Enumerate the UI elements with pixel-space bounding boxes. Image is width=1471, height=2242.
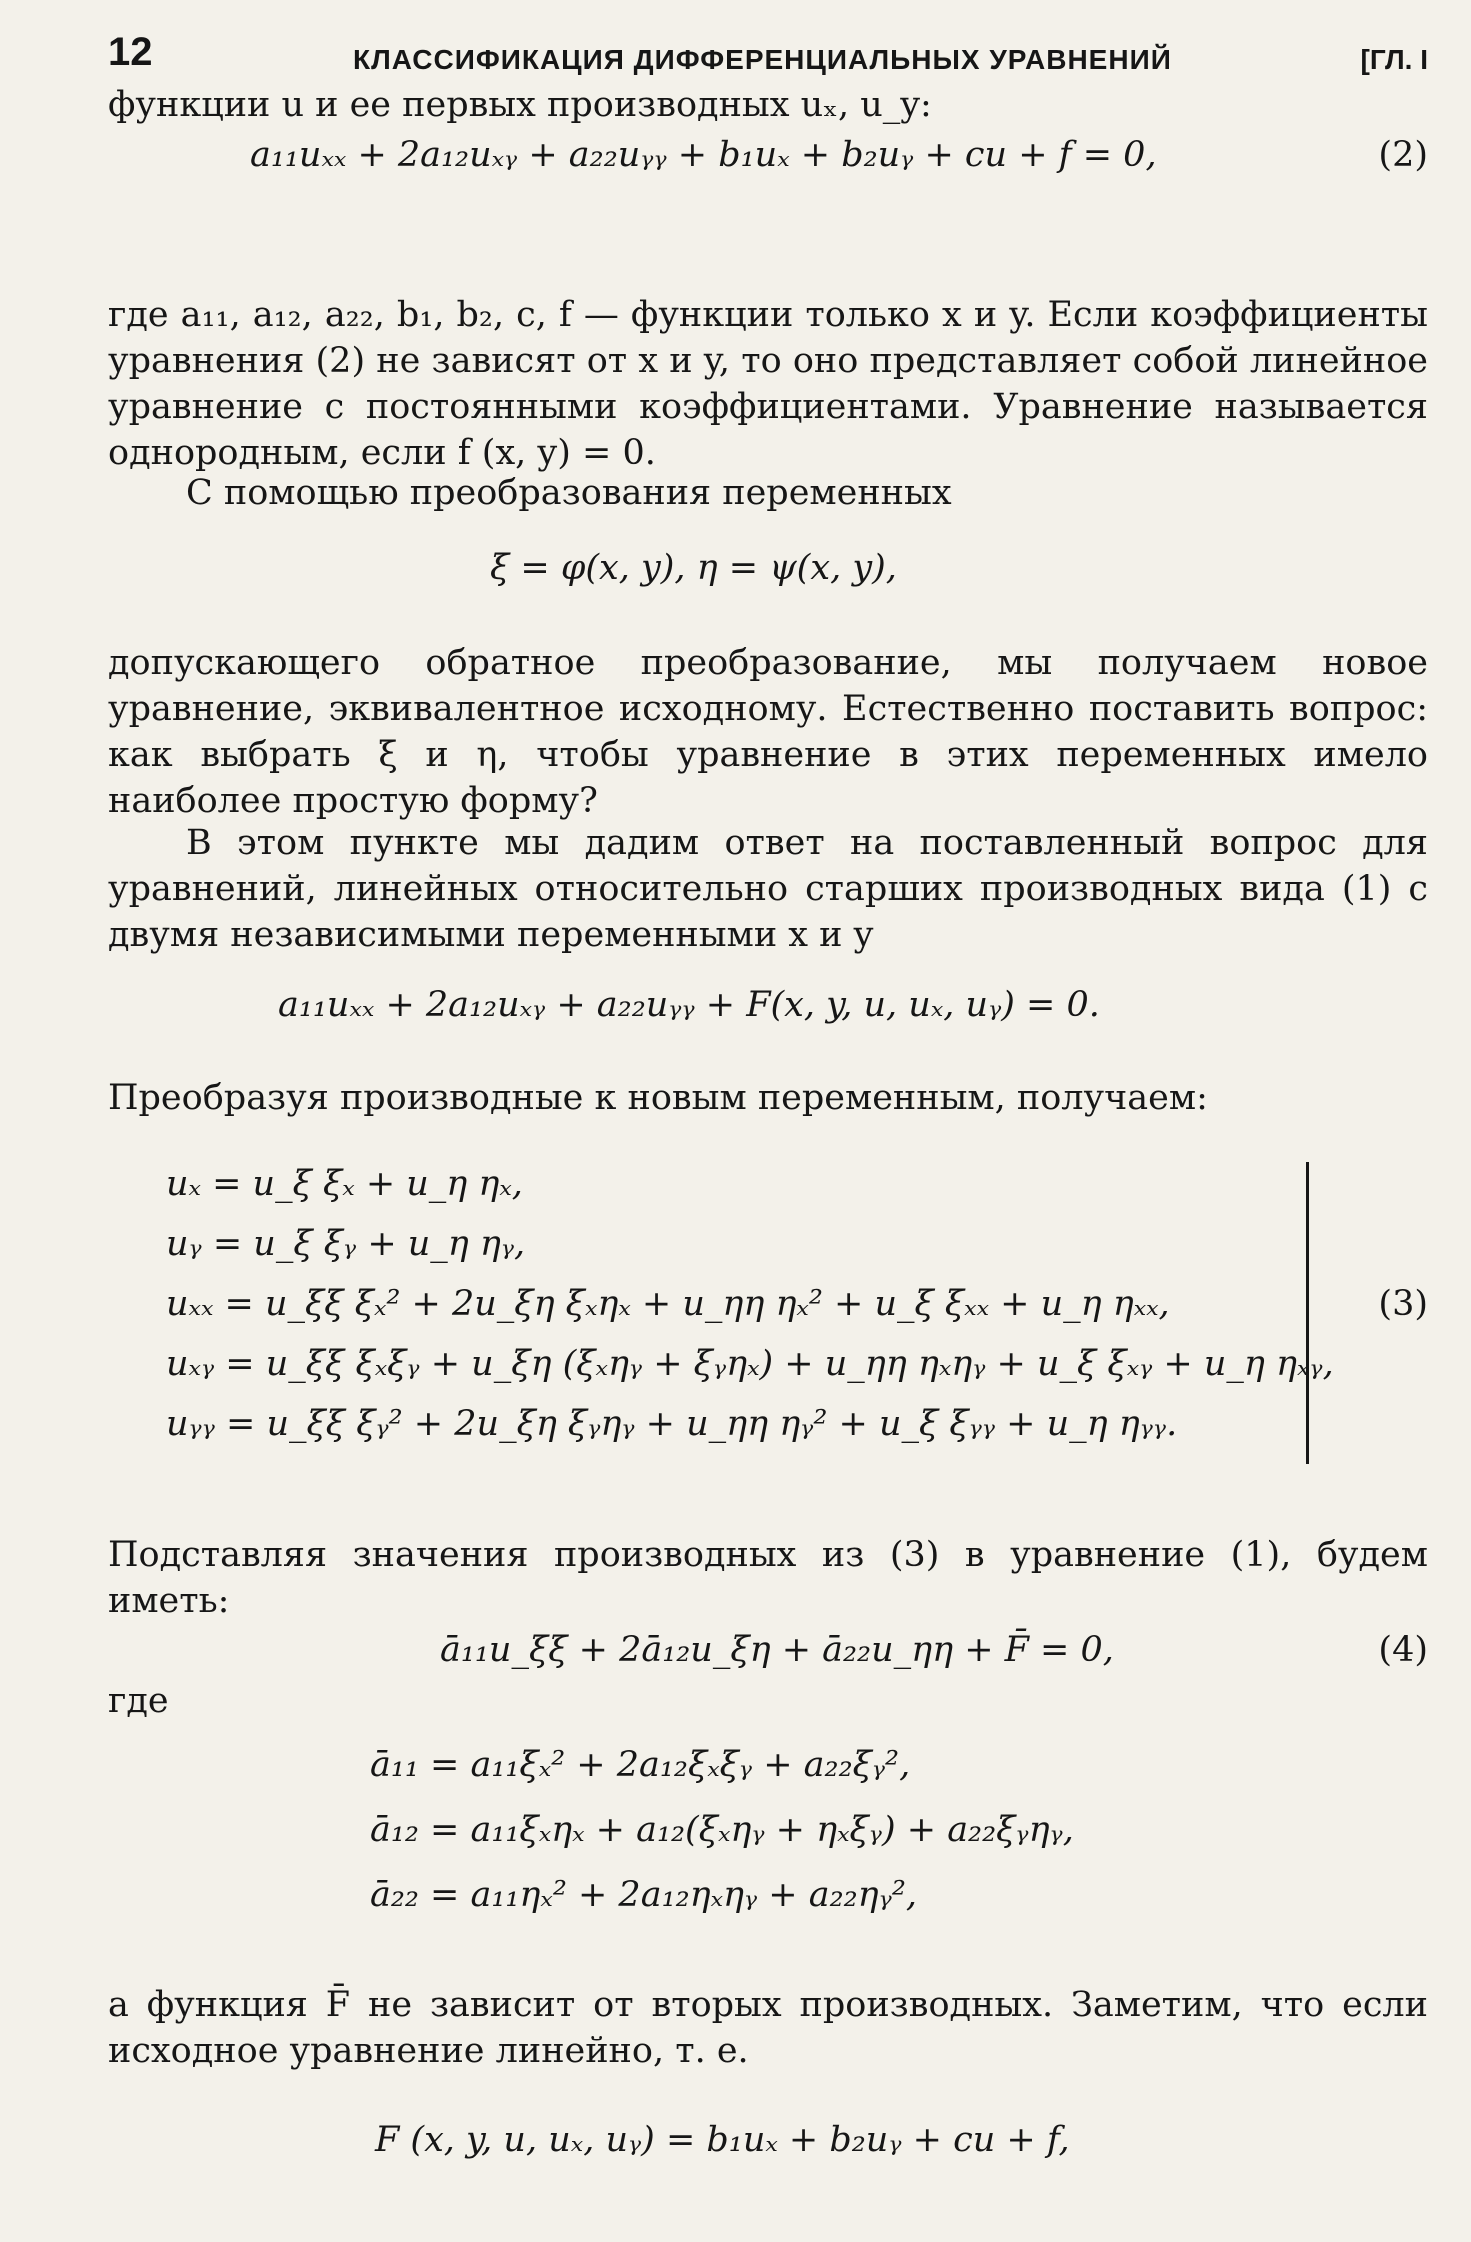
system-3-label: (3) xyxy=(1378,1284,1428,1324)
equation-4-label: (4) xyxy=(1378,1630,1428,1670)
page-number: 12 xyxy=(108,30,153,74)
coefficient-a11: ā₁₁ = a₁₁ξₓ² + 2a₁₂ξₓξᵧ + a₂₂ξᵧ², xyxy=(370,1745,911,1785)
system-3-line-4: uₓᵧ = u_ξξ ξₓξᵧ + u_ξη (ξₓηᵧ + ξᵧηₓ) + u_ηη ηₓηᵧ + u_ξ ξₓᵧ + u_η ηₓᵧ, xyxy=(166,1344,1334,1384)
paragraph-3: С помощью преобразования переменных xyxy=(186,473,952,513)
equation-2-label: (2) xyxy=(1378,135,1428,175)
system-3-line-1: uₓ = u_ξ ξₓ + u_η ηₓ, xyxy=(166,1164,523,1204)
system-3-line-3: uₓₓ = u_ξξ ξₓ² + 2u_ξη ξₓηₓ + u_ηη ηₓ² + u_ξ ξₓₓ + u_η ηₓₓ, xyxy=(166,1284,1170,1324)
equation-4: ā₁₁u_ξξ + 2ā₁₂u_ξη + ā₂₂u_ηη + F̄ = 0, xyxy=(440,1630,1114,1670)
paragraph-6: Преобразуя производные к новым переменным, получаем: xyxy=(108,1078,1208,1118)
paragraph-2: где a₁₁, a₁₂, a₂₂, b₁, b₂, c, f — функции только x и y. Если коэффициенты уравнения (2) не зависят от x и y, то оно представляет собой линейное уравнение с постоянными коэффициентами. Уравнение называется однородным, если f (x, y) = 0. xyxy=(108,295,1428,473)
header-chapter: [ГЛ. I xyxy=(1360,44,1428,75)
system-3-brace xyxy=(1290,1162,1309,1464)
coefficient-a12: ā₁₂ = a₁₁ξₓηₓ + a₁₂(ξₓηᵧ + ηₓξᵧ) + a₂₂ξᵧηᵧ, xyxy=(370,1810,1074,1850)
header-title: КЛАССИФИКАЦИЯ ДИФФЕРЕНЦИАЛЬНЫХ УРАВНЕНИЙ xyxy=(353,44,1172,75)
linear-F-equation: F (x, y, u, uₓ, uᵧ) = b₁uₓ + b₂uᵧ + cu + f, xyxy=(375,2120,1070,2160)
equation-2: a₁₁uₓₓ + 2a₁₂uₓᵧ + a₂₂uᵧᵧ + b₁uₓ + b₂uᵧ + cu + f = 0, xyxy=(250,135,1157,175)
coefficient-a22: ā₂₂ = a₁₁ηₓ² + 2a₁₂ηₓηᵧ + a₂₂ηᵧ², xyxy=(370,1875,917,1915)
running-header xyxy=(108,30,1428,80)
paragraph-9: а функция F̄ не зависит от вторых производных. Заметим, что если исходное уравнение линейно, т. е. xyxy=(108,1985,1428,2071)
system-3-line-2: uᵧ = u_ξ ξᵧ + u_η ηᵧ, xyxy=(166,1224,526,1264)
quasilinear-equation: a₁₁uₓₓ + 2a₁₂uₓᵧ + a₂₂uᵧᵧ + F(x, y, u, uₓ, uᵧ) = 0. xyxy=(278,985,1100,1025)
paragraph-7: Подставляя значения производных из (3) в уравнение (1), будем иметь: xyxy=(108,1535,1428,1621)
paragraph-1: функции u и ее первых производных uₓ, u_y: xyxy=(108,85,932,125)
paragraph-5: В этом пункте мы дадим ответ на поставленный вопрос для уравнений, линейных относительно старших производных вида (1) с двумя независимыми переменными x и y xyxy=(108,823,1428,955)
paragraph-4: допускающего обратное преобразование, мы получаем новое уравнение, эквивалентное исходному. Естественно поставить вопрос: как выбрать ξ и η, чтобы уравнение в этих переменных имело наиболее простую форму? xyxy=(108,643,1428,821)
system-3-line-5: uᵧᵧ = u_ξξ ξᵧ² + 2u_ξη ξᵧηᵧ + u_ηη ηᵧ² + u_ξ ξᵧᵧ + u_η ηᵧᵧ. xyxy=(166,1404,1178,1444)
substitution-equation: ξ = φ(x, y), η = ψ(x, y), xyxy=(490,548,897,588)
paragraph-8: где xyxy=(108,1681,169,1721)
